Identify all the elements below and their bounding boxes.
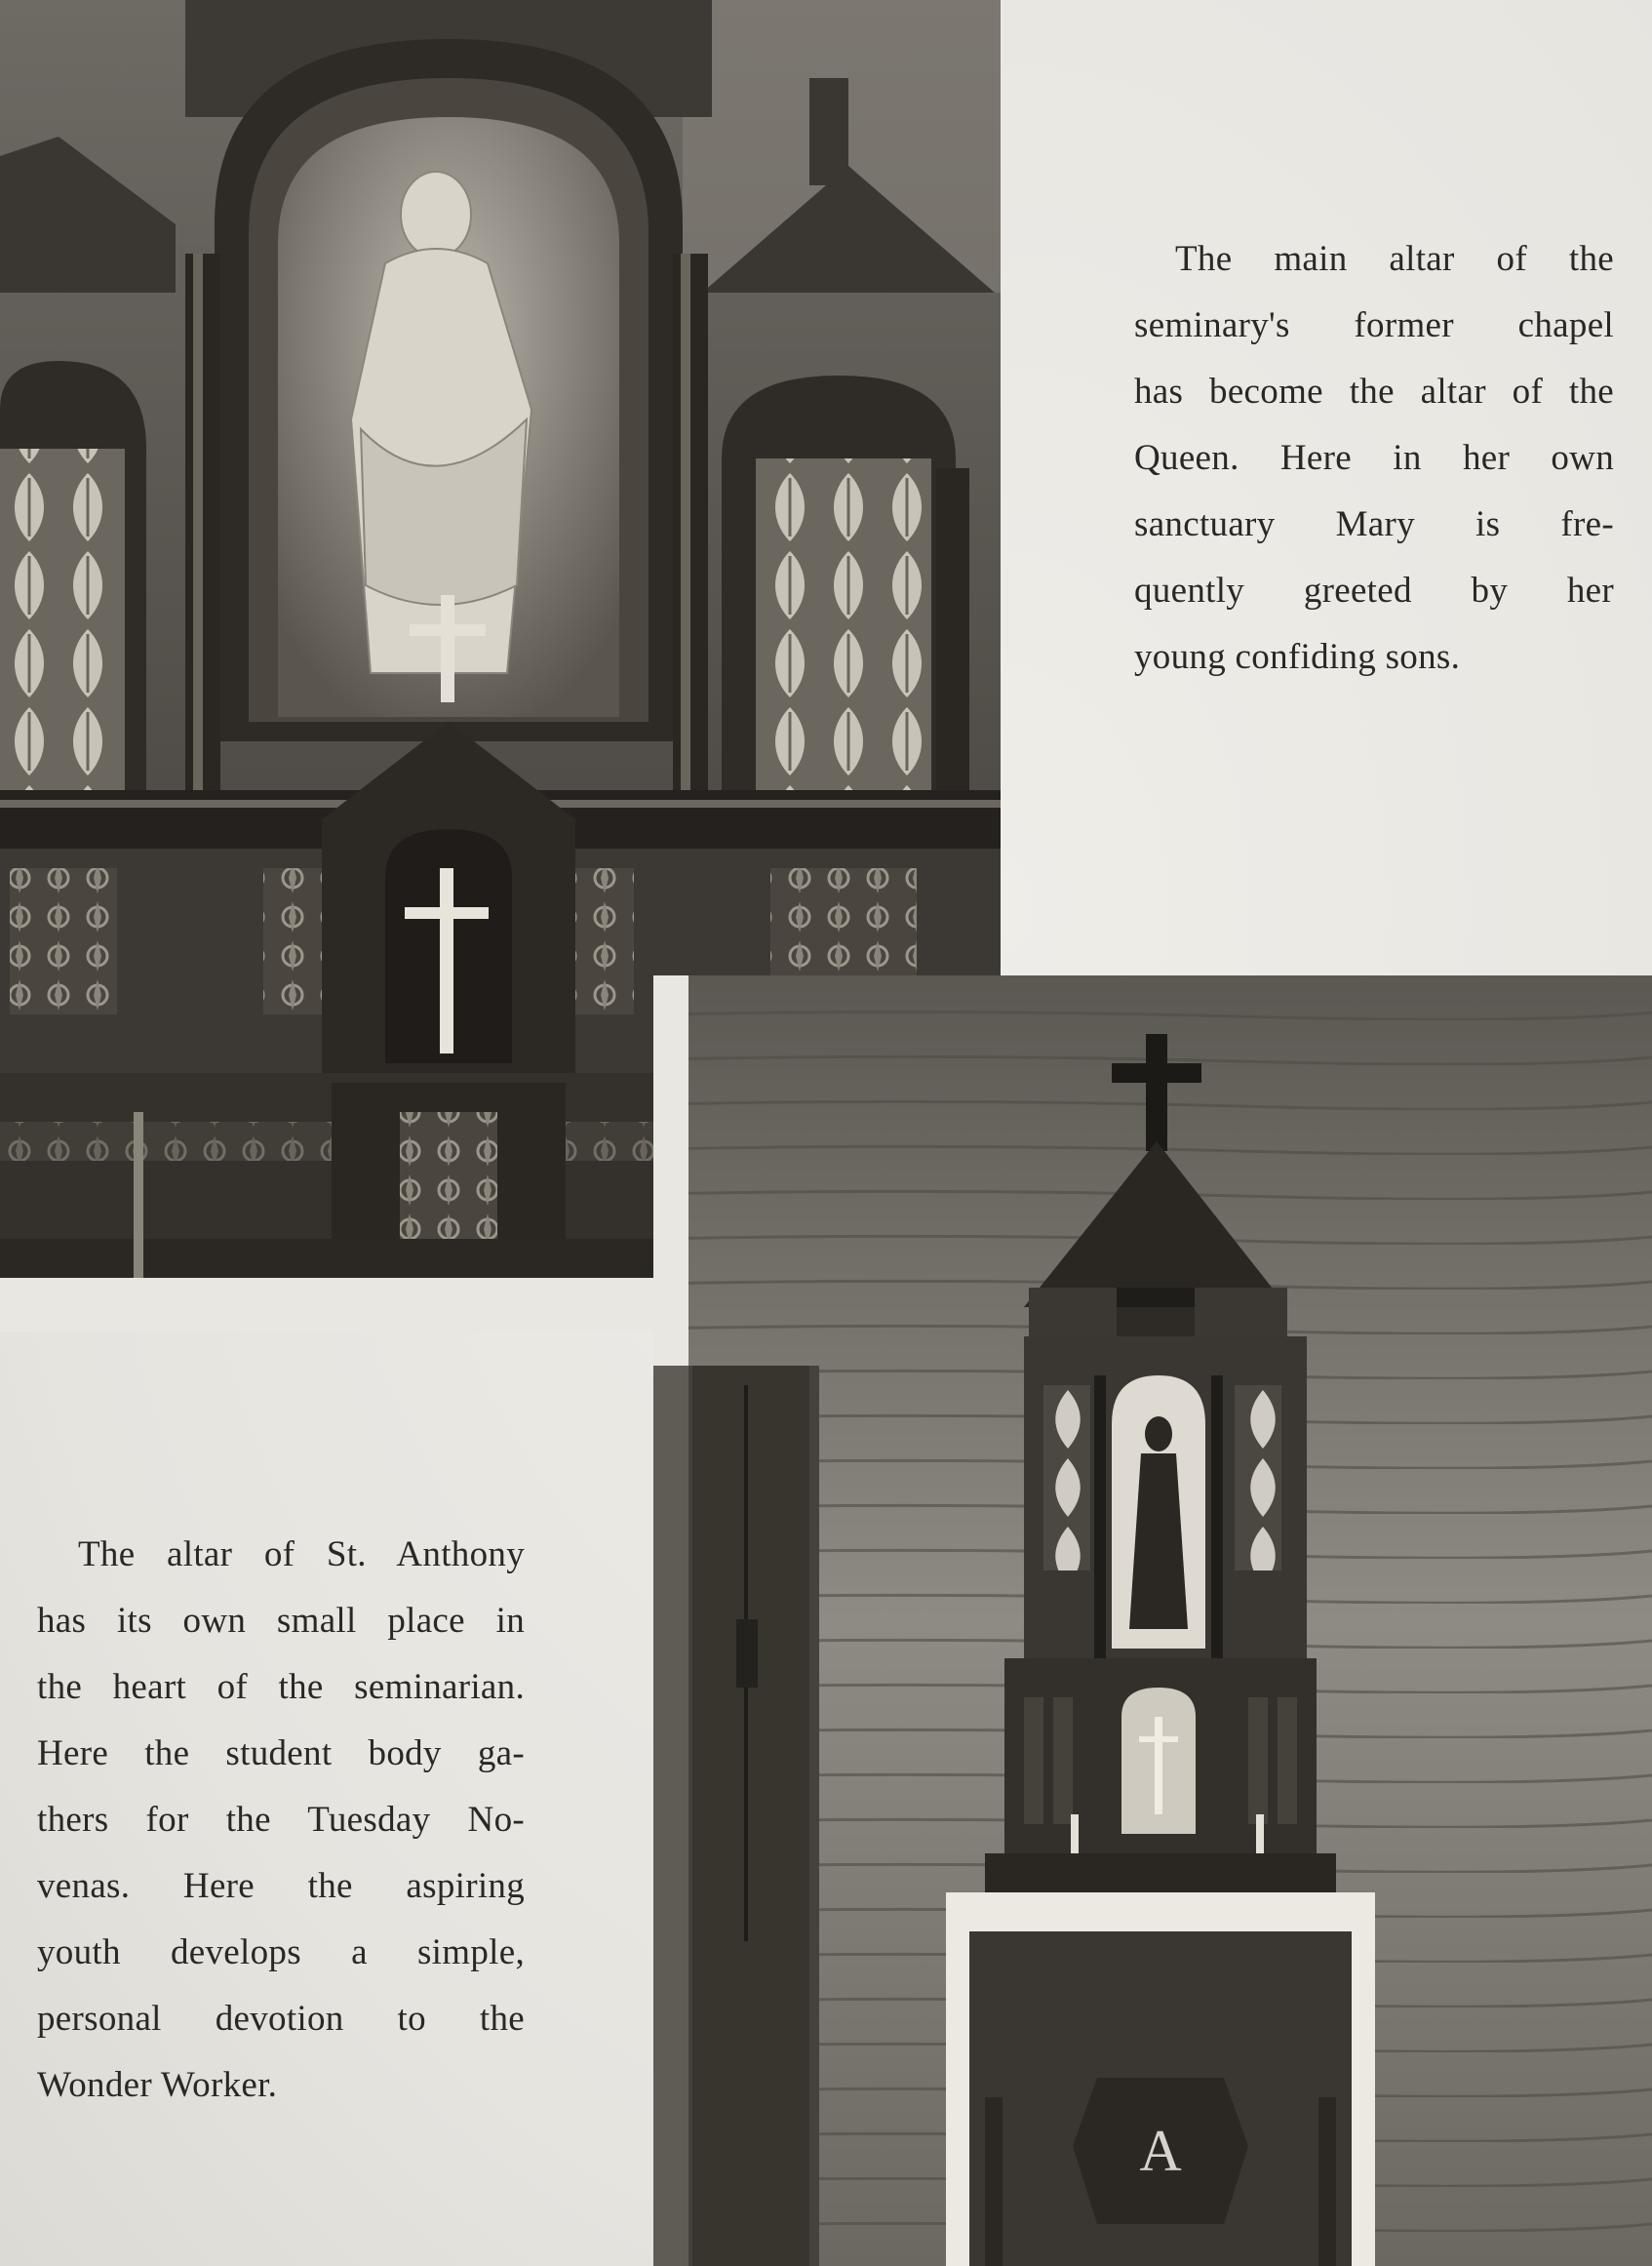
caption-line: seminary's former chapel [1134, 305, 1614, 345]
caption-line: Wonder Worker. [37, 2065, 278, 2105]
caption-line: the heart of the seminarian. [37, 1667, 525, 1707]
st-anthony-caption [37, 1522, 525, 2119]
caption-line: young confiding sons. [1134, 637, 1461, 677]
caption-line: venas. Here the aspiring [37, 1866, 525, 1906]
caption-line: Queen. Here in her own [1134, 438, 1614, 478]
caption-line: thers for the Tuesday No- [37, 1800, 525, 1840]
caption-line: has become the altar of the [1134, 372, 1614, 412]
caption-line: The main altar of the [1175, 239, 1614, 279]
caption-line: quently greeted by her [1134, 571, 1614, 611]
caption-line: sanctuary Mary is fre- [1134, 504, 1614, 544]
caption-line: has its own small place in [37, 1601, 525, 1641]
caption-line: youth develops a simple, [37, 1932, 525, 1972]
st-anthony-altar-illustration [653, 975, 1652, 2266]
caption-line: The altar of St. Anthony [78, 1534, 525, 1574]
main-altar-caption [1134, 226, 1614, 691]
st-anthony-altar-photo [653, 975, 1652, 2266]
caption-line: Here the student body ga- [37, 1733, 525, 1773]
svg-text:A: A [1139, 2119, 1182, 2183]
caption-line: personal devotion to the [37, 1999, 525, 2039]
